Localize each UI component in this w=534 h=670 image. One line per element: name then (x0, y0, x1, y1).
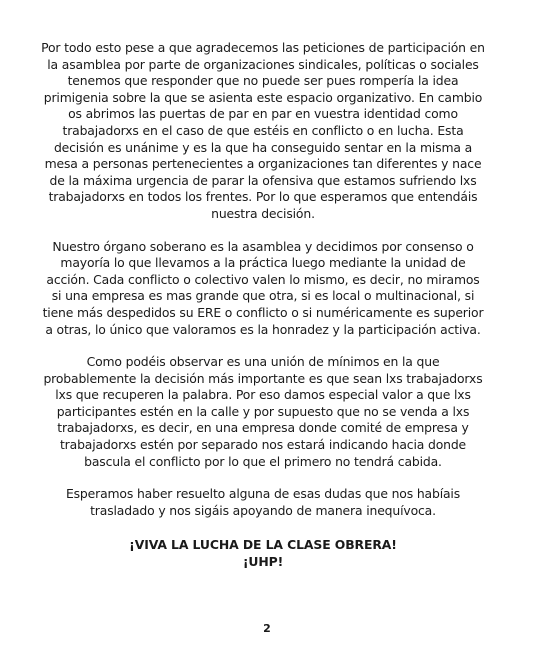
page-number: 2 (263, 622, 271, 635)
paragraph-assembly: Nuestro órgano soberano es la asamblea y decidimos por consenso o mayoría lo que llevamos a la práctica luego mediante la unidad de acción. Cada conflicto o colectivo valen lo mismo, es decir, no miramos si una empresa es mas grande que otra, si es local o multinacional, si tiene más despedidos su ERE o conflicto o si numéricamente es superior a otras, lo único que valoramos es la honradez y la participación activa. (42, 238, 484, 337)
paragraph-minimums: Como podéis observar es una unión de mínimos en la que probablemente la decisión más importante es que sean lxs trabajadorxs lxs que recuperen la palabra. Por eso damos especial valor a que lxs participantes estén en la calle y por supuesto que no se venda a lxs trabajadorxs, es decir, en una empresa donde comité de empresa y trabajadorxs estén por separado nos estará indicando hacia donde bascula el conflicto por lo que el primero no tendrá cabida. (43, 354, 483, 469)
slogan-block (40, 537, 486, 570)
document-page (40, 40, 486, 571)
paragraph-participation: Por todo esto pese a que agradecemos las peticiones de participación en la asamblea por parte de organizaciones sindicales, políticas o sociales tenemos que responder que no puede ser pues rompería la idea primigenia sobre la que se asienta este espacio organizativo. En cambio os abrimos las puertas de par en par en vuestra identidad como trabajadorxs en el caso de que estéis en conflicto o en lucha. Esta decisión es unánime y es la que ha conseguido sentar en la misma a mesa a personas pertenecientes a organizaciones tan diferentes y nace de la máxima urgencia de parar la ofensiva que estamos sufriendo lxs trabajadorxs en todos los frentes. Por lo que esperamos que entendáis nuestra decisión. (41, 40, 485, 221)
slogan-uhp: ¡UHP! (242, 554, 284, 570)
paragraph-closing: Esperamos haber resuelto alguna de esas dudas que nos habíais trasladado y nos sigáis apoyando de manera inequívoca. (65, 486, 461, 518)
slogan-viva: ¡VIVA LA LUCHA DE LA CLASE OBRERA! (129, 537, 397, 553)
